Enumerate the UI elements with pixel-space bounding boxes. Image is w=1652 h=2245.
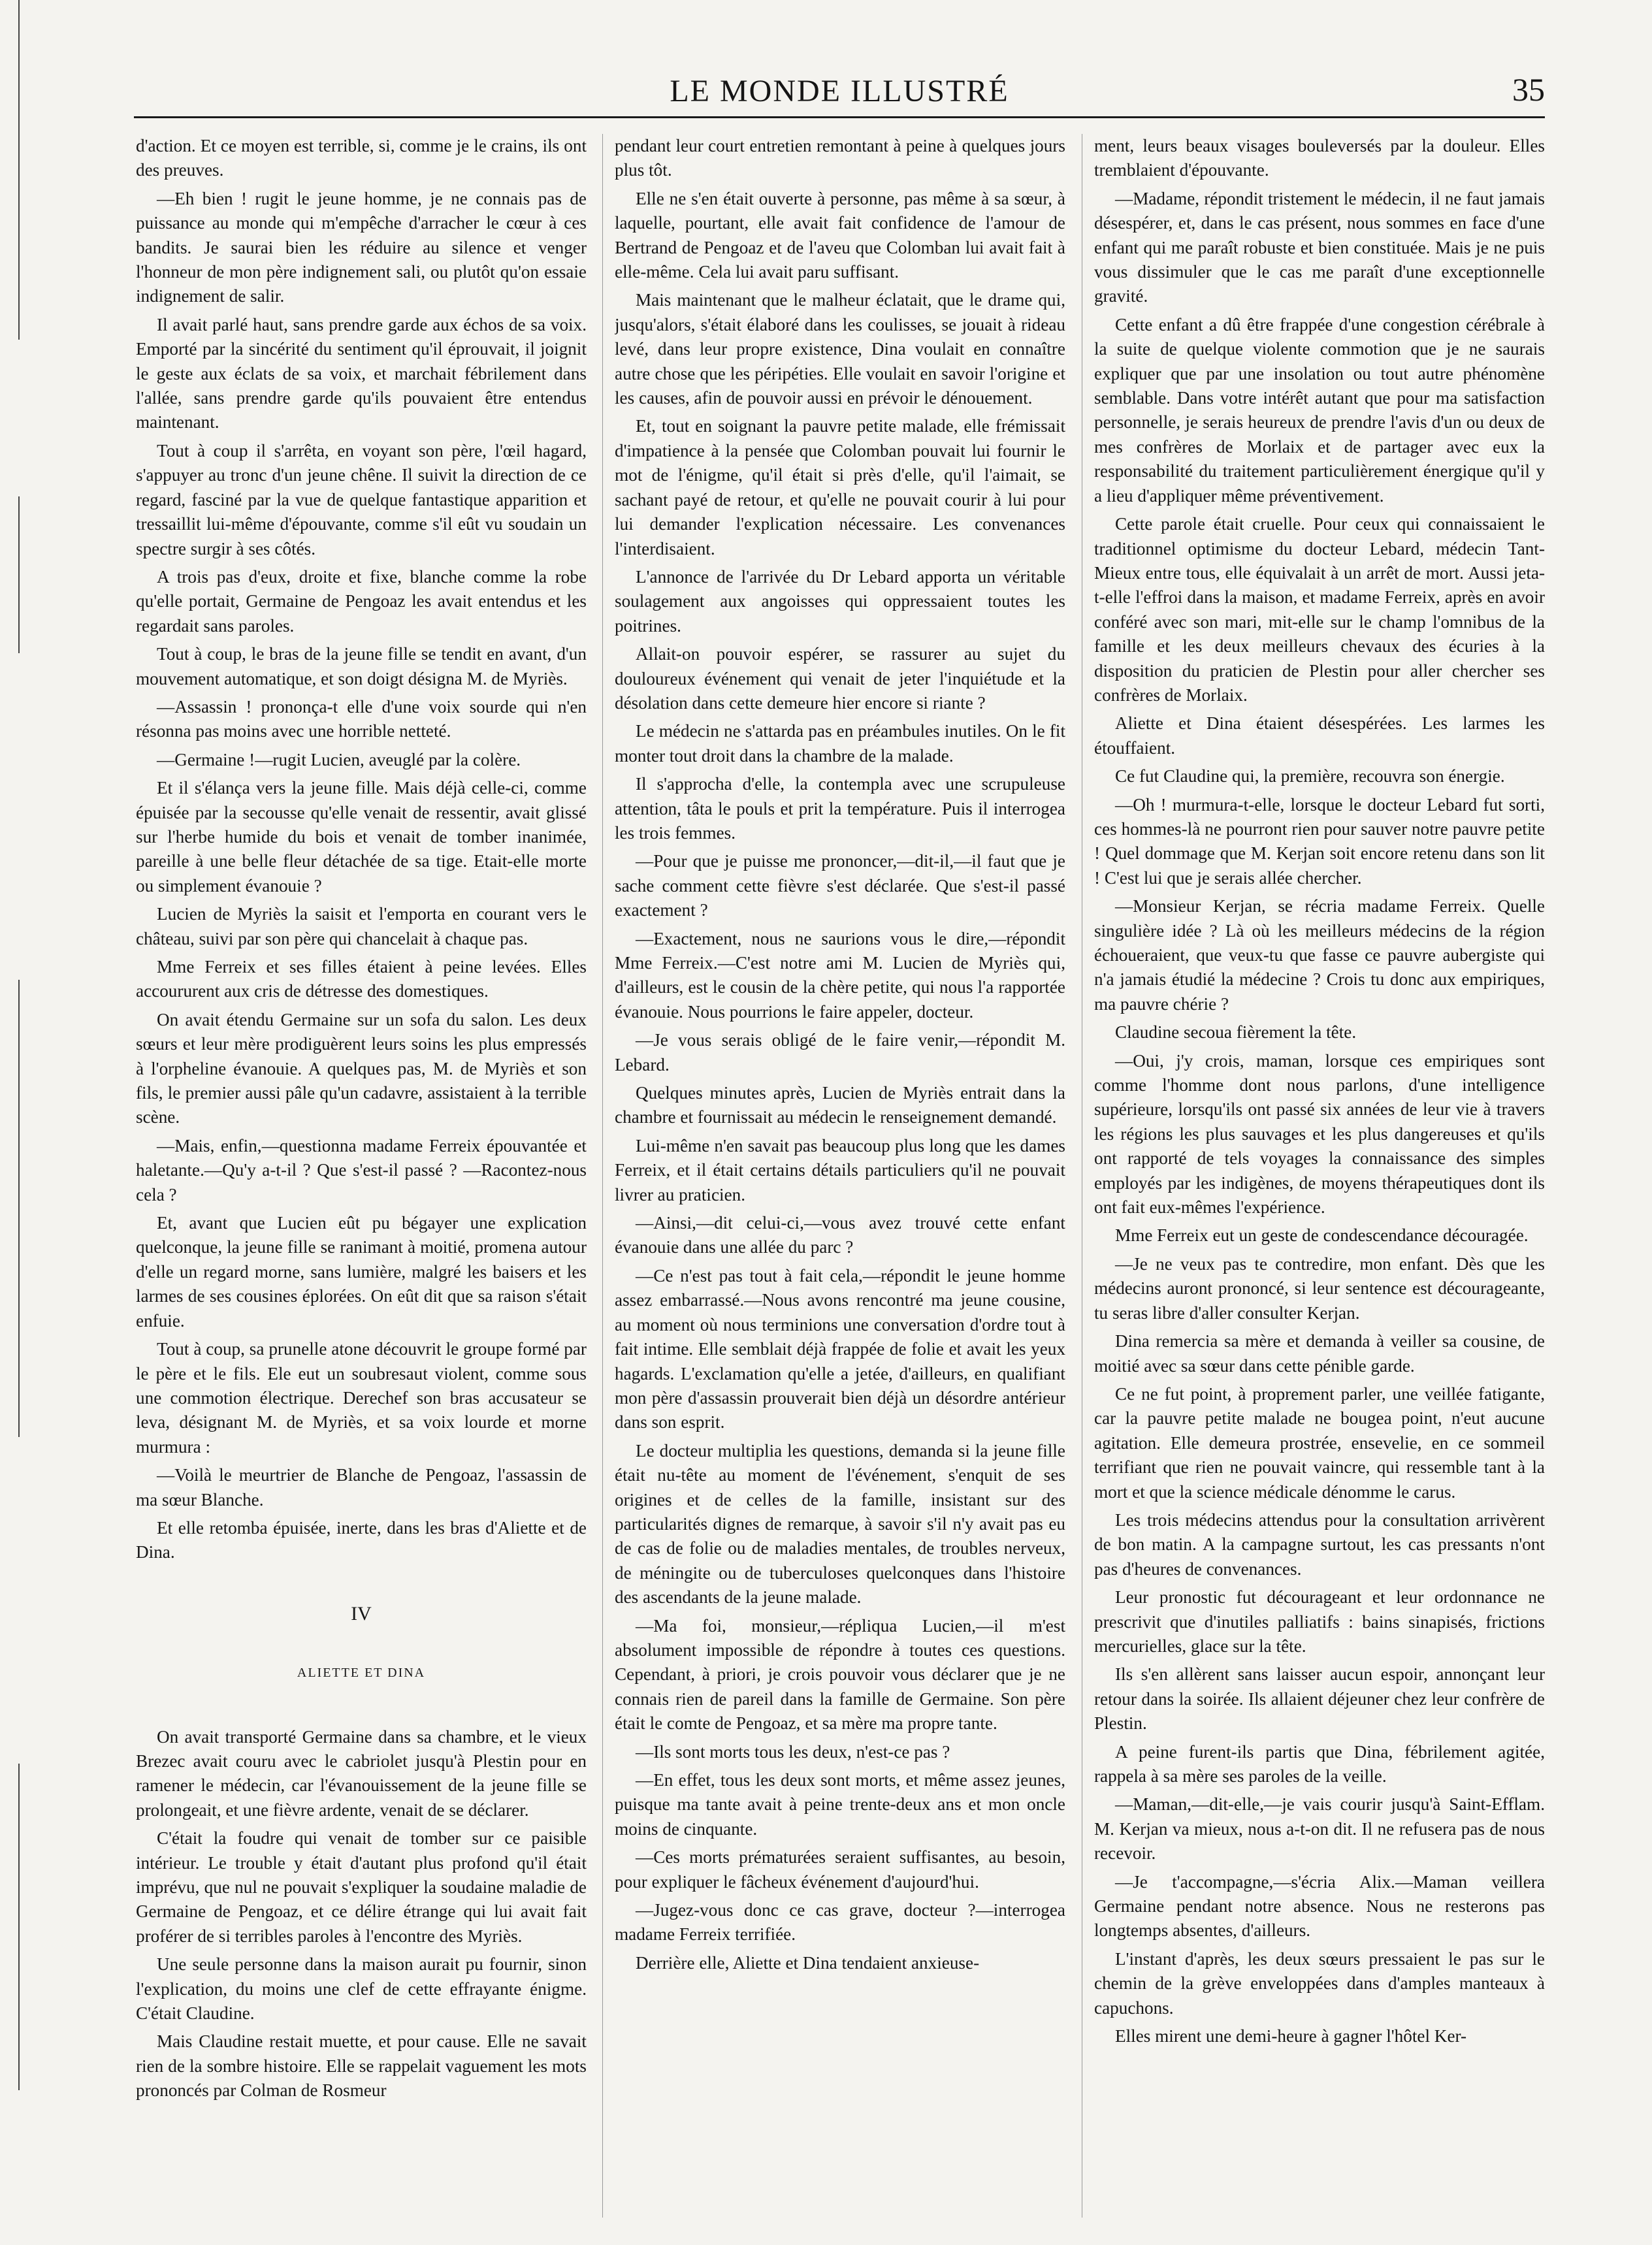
binding-mark [18, 980, 20, 1437]
paragraph: Une seule personne dans la maison aurait pu fournir, sinon l'explication, du moins une clef de cette effrayante énigme. C'était Claudine. [136, 1954, 587, 2024]
paragraph: Ils s'en allèrent sans laisser aucun espoir, annonçant leur retour dans la soirée. Ils allaient déjeuner chez leur confrère de Plestin. [1094, 1664, 1545, 1734]
paragraph: Mais maintenant que le malheur éclatait, que le drame qui, jusqu'alors, s'était élaboré dans les coulisses, se jouait à rideau levé, dans leur propre existence, Dina voulait en connaître autre chose que les péripéties. Elle voulait en savoir l'origine et les causes, afin de pouvoir aussi en prévoir le dénouement. [615, 290, 1065, 408]
paragraph: Derrière elle, Aliette et Dina tendaient anxieuse- [636, 1952, 980, 1973]
paragraph: Dina remercia sa mère et demanda à veiller sa cousine, de moitié avec sa sœur dans cette pénible garde. [1094, 1331, 1545, 1376]
paragraph: —Exactement, nous ne saurions vous le dire,—répondit Mme Ferreix.—C'est notre ami M. Lucien de Myriès qui, d'ailleurs, est le cousin de la chère petite, qui nous l'a rapportée évanouie. Nous pourrions le faire appeler, docteur. [615, 928, 1065, 1022]
paragraph: Quelques minutes après, Lucien de Myriès entrait dans la chambre et fournissait au médecin le renseignement demandé. [615, 1083, 1065, 1127]
paragraph: Elle ne s'en était ouverte à personne, pas même à sa sœur, à laquelle, pourtant, elle avait fait confidence de l'amour de Bertrand de Pengoaz et de l'aveu que Colomban lui avait fait à elle-même. Cela lui avait paru suffisant. [615, 188, 1065, 282]
paragraph: Ce fut Claudine qui, la première, recouvra son énergie. [1115, 766, 1505, 786]
paragraph: C'était la foudre qui venait de tomber sur ce paisible intérieur. Le trouble y était d'autant plus profond qu'il était imprévu, que nul ne pouvait s'expliquer la soudaine maladie de Germaine de Pengoaz, et ce délire étrange qui lui avait fait proférer de si terribles paroles à l'encontre des Myriès. [136, 1828, 587, 1946]
column-divider [602, 134, 603, 2218]
paragraph: pendant leur court entretien remontant à peine à quelques jours plus tôt. [615, 136, 1065, 180]
paragraph: —Oui, j'y crois, maman, lorsque ces empiriques sont comme l'homme dont nous parlons, d'une intelligence supérieure, lorsqu'ils ont passé six années de leur vie à travers les régions les plus sauvages et les plus dangereuses et qu'ils ont rapporté de tels voyages la connaissance des simples employés par les indigènes, de moyens thérapeutiques dont ils ont fait eux-mêmes l'expérience. [1094, 1050, 1545, 1218]
page-header [134, 71, 1545, 118]
paragraph: On avait étendu Germaine sur un sofa du salon. Les deux sœurs et leur mère prodiguèrent leurs soins les plus empressés à l'orpheline évanouie. A quelques pas, M. de Myriès et son fils, le premier aussi pâle qu'un cadavre, assistaient à la terrible scène. [136, 1009, 587, 1127]
paragraph: —Ce n'est pas tout à fait cela,—répondit le jeune homme assez embarrassé.—Nous avons rencontré ma jeune cousine, au moment où nous terminions une conversation d'ordre tout à fait intime. Elle semblait déjà frappée de folie et avait les yeux hagards. L'exclamation qu'elle a jetée, d'ailleurs, en qualifiant mon père d'assassin prouverait bien déjà un désordre antérieur dans son esprit. [615, 1265, 1065, 1432]
paragraph: —Ma foi, monsieur,—répliqua Lucien,—il m'est absolument impossible de répondre à toutes ces questions. Cependant, à priori, je crois pouvoir vous déclarer que je ne connais rien de pareil dans la famille de Germaine. Son père était le comte de Pengoaz, et sa mère ma propre tante. [615, 1615, 1065, 1734]
paragraph: Les trois médecins attendus pour la consultation arrivèrent de bon matin. A la campagne surtout, les cas pressants n'ont pas d'heures de convenances. [1094, 1510, 1545, 1579]
paragraph: —Pour que je puisse me prononcer,—dit-il,—il faut que je sache comment cette fièvre s'est déclarée. Que s'est-il passé exactement ? [615, 851, 1065, 920]
paragraph: Mme Ferreix eut un geste de condescendance découragée. [1115, 1225, 1529, 1246]
paragraph: On avait transporté Germaine dans sa chambre, et le vieux Brezec avait couru avec le cabriolet jusqu'à Plestin pour en ramener le médecin, car l'évanouissement de la jeune fille se prolongeait, et une fièvre ardente, venait de se déclarer. [136, 1726, 587, 1820]
paragraph: —Oh ! murmura-t-elle, lorsque le docteur Lebard fut sorti, ces hommes-là ne pourront rien pour sauver notre pauvre petite ! Quel dommage que M. Kerjan soit encore retenu dans son lit ! C'est lui que je serais allée chercher. [1094, 794, 1545, 888]
paragraph: Cette enfant a dû être frappée d'une congestion cérébrale à la suite de quelque violente commotion que je ne saurais expliquer que par une insolation ou tout autre phénomène semblable. Dans votre intérêt autant que pour ma satisfaction personnelle, je serais heureux de prendre l'avis d'un ou deux de mes confrères de Morlaix et de partager avec eux la responsabilité du traitement particulièrement énergique qu'il y a lieu d'appliquer même préventivement. [1094, 314, 1545, 506]
binding-edge [0, 0, 46, 2245]
paragraph: Mais Claudine restait muette, et pour cause. Elle ne savait rien de la sombre histoire. Elle se rappelait vaguement les mots prononcés par Colman de Rosmeur [136, 2031, 587, 2101]
paragraph: —En effet, tous les deux sont morts, et même assez jeunes, puisque ma tante avait à peine trente-deux ans et mon oncle moins de cinquante. [615, 1770, 1065, 1839]
paragraph: Claudine secoua fièrement la tête. [1115, 1022, 1357, 1042]
paragraph: —Eh bien ! rugit le jeune homme, je ne connais pas de puissance au monde qui m'empêche d'arracher le cœur à ces bandits. Je saurai bien les réduire au silence et venger l'honneur de mon père indignement sali, ou plutôt qu'on essaie indignement de salir. [136, 188, 587, 306]
paragraph: Le médecin ne s'attarda pas en préambules inutiles. On le fit monter tout droit dans la chambre de la malade. [615, 721, 1065, 766]
paragraph: —Monsieur Kerjan, se récria madame Ferreix. Quelle singulière idée ? Là où les meilleurs médecins de la région échoueraient, que veux-tu que fasse ce pauvre aubergiste qui n'a jamais étudié la médecine ? Crois tu donc aux empiriques, ma pauvre chérie ? [1094, 896, 1545, 1014]
paragraph: Et il s'élança vers la jeune fille. Mais déjà celle-ci, comme épuisée par la secousse qu'elle venait de ressentir, avait glissé sur l'herbe humide du bois et venait de tomber inanimée, pareille à une belle fleur détachée de sa tige. Etait-elle morte ou simplement évanouie ? [136, 778, 587, 896]
paragraph: Aliette et Dina étaient désespérées. Les larmes les étouffaient. [1094, 713, 1545, 758]
chapter-number: IV [351, 1602, 372, 1624]
publication-title: LE MONDE ILLUSTRÉ [670, 74, 1009, 108]
paragraph: —Je t'accompagne,—s'écria Alix.—Maman veillera Germaine pendant notre absence. Nous ne resterons pas longtemps absentes, d'ailleurs. [1094, 1871, 1545, 1941]
paragraph: —Jugez-vous donc ce cas grave, docteur ?—interrogea madame Ferreix terrifiée. [615, 1900, 1065, 1945]
text-column-3 [1094, 134, 1545, 2218]
paragraph: Leur pronostic fut décourageant et leur ordonnance ne prescrivit que d'inutiles palliatifs : bains sinapisés, frictions mercurielles, glace sur la tête. [1094, 1587, 1545, 1656]
paragraph: A trois pas d'eux, droite et fixe, blanche comme la robe qu'elle portait, Germaine de Pengoaz les avait entendus et les regardait sans paroles. [136, 566, 587, 636]
paragraph: Lucien de Myriès la saisit et l'emporta en courant vers le château, suivi par son père qui chancelait à chaque pas. [136, 904, 587, 948]
paragraph: d'action. Et ce moyen est terrible, si, comme je le crains, ils ont des preuves. [136, 136, 587, 180]
paragraph: —Je vous serais obligé de le faire venir,—répondit M. Lebard. [615, 1030, 1065, 1074]
paragraph: Lui-même n'en savait pas beaucoup plus long que les dames Ferreix, et il était certains détails particuliers qu'il ne pouvait livrer au praticien. [615, 1135, 1065, 1204]
paragraph: Tout à coup, sa prunelle atone découvrit le groupe formé par le père et le fils. Ele eut un soubresaut violent, comme sous une commotion électrique. Derechef son bras accusateur se leva, désignant M. de Myriès, et sa voix lourde et morne murmura : [136, 1339, 587, 1457]
text-column-2 [615, 134, 1065, 2218]
paragraph: Elles mirent une demi-heure à gagner l'hôtel Ker- [1115, 2026, 1467, 2046]
paragraph: Tout à coup il s'arrêta, en voyant son père, l'œil hagard, s'appuyer au tronc d'un jeune chêne. Il suivit la direction de ce regard, fasciné par la vue de quelque fantastique apparition et tressaillit lui-même d'épouvante, comme s'il eût vu soudain un spectre surgir à ses côtés. [136, 440, 587, 558]
paragraph: —Voilà le meurtrier de Blanche de Pengoaz, l'assassin de ma sœur Blanche. [136, 1465, 587, 1510]
paragraph: Et elle retomba épuisée, inerte, dans les bras d'Aliette et de Dina. [136, 1517, 587, 1562]
chapter-title: ALIETTE ET DINA [297, 1666, 426, 1681]
paragraph: —Ils sont morts tous les deux, n'est-ce pas ? [636, 1741, 950, 1762]
paragraph: —Madame, répondit tristement le médecin, il ne faut jamais désespérer, et, dans le cas présent, nous sommes en face d'une enfant qui me paraît robuste et bien constituée. Mais je ne puis vous dissimuler que le cas me paraît d'une exceptionnelle gravité. [1094, 188, 1545, 306]
binding-mark [18, 1764, 20, 2090]
paragraph: —Assassin ! prononça-t elle d'une voix sourde qui n'en résonna pas moins avec une horrible netteté. [136, 696, 587, 741]
paragraph: Il s'approcha d'elle, la contempla avec une scrupuleuse attention, tâta le pouls et prit la température. Puis il interrogea les trois femmes. [615, 774, 1065, 843]
paragraph: Mme Ferreix et ses filles étaient à peine levées. Elles accoururent aux cris de détresse des domestiques. [136, 957, 587, 1001]
paragraph: —Ainsi,—dit celui-ci,—vous avez trouvé cette enfant évanouie dans une allée du parc ? [615, 1213, 1065, 1257]
paragraph: Cette parole était cruelle. Pour ceux qui connaissaient le traditionnel optimisme du docteur Lebard, médecin Tant-Mieux entre tous, elle équivalait à un arrêt de mort. Aussi jeta-t-elle l'effroi dans la maison, et madame Ferreix, après en avoir conféré avec son mari, mit-elle sur le champ l'omnibus de la famille et les deux meilleurs chevaux des écuries à la disposition du praticien de Plestin pour aller chercher ses confrères de Morlaix. [1094, 514, 1545, 705]
paragraph: Tout à coup, le bras de la jeune fille se tendit en avant, d'un mouvement automatique, et son doigt désigna M. de Myriès. [136, 644, 587, 688]
binding-mark [18, 0, 20, 340]
paragraph: Et, tout en soignant la pauvre petite malade, elle frémissait d'impatience à la pensée que Colomban pouvait lui fournir le mot de l'énigme, qu'il était si près d'elle, qu'il l'aimait, se sachant payé de retour, et qu'elle ne pouvait courir à lui pour lui demander l'explication nécessaire. Les convenances l'interdisaient. [615, 416, 1065, 558]
paragraph: —Maman,—dit-elle,—je vais courir jusqu'à Saint-Efflam. M. Kerjan va mieux, nous a-t-on dit. Il ne refusera pas de nous recevoir. [1094, 1794, 1545, 1864]
paragraph: Il avait parlé haut, sans prendre garde aux échos de sa voix. Emporté par la sincérité du sentiment qu'il éprouvait, il joignit le geste aux éclats de sa voix, et marchait fébrilement dans l'allée, sans prendre garde qu'ils pouvaient être entendus maintenant. [136, 314, 587, 432]
binding-mark [18, 496, 20, 653]
paragraph: —Ces morts prématurées seraient suffisantes, au besoin, pour expliquer le fâcheux événement d'aujourd'hui. [615, 1847, 1065, 1892]
paragraph: —Je ne veux pas te contredire, mon enfant. Dès que les médecins auront prononcé, si leur sentence est décourageante, tu seras libre d'aller consulter Kerjan. [1094, 1253, 1545, 1323]
text-column-1 [136, 134, 587, 2218]
paragraph: ment, leurs beaux visages bouleversés par la douleur. Elles tremblaient d'épouvante. [1094, 136, 1545, 180]
paragraph: Ce ne fut point, à proprement parler, une veillée fatigante, car la pauvre petite malade ne bougea point, n'eut aucune agitation. Elle demeura prostrée, ensevelie, en ce sommeil terrifiant que rien ne pouvait vaincre, qui ressemble tant à la mort et que la science médicale dénomme le carus. [1094, 1383, 1545, 1502]
paragraph: L'annonce de l'arrivée du Dr Lebard apporta un véritable soulagement aux angoisses qui oppressaient toutes les poitrines. [615, 566, 1065, 636]
page-number: 35 [1512, 71, 1545, 108]
paragraph: Et, avant que Lucien eût pu bégayer une explication quelconque, la jeune fille se ranimant à moitié, promena autour d'elle un regard morne, sans lumière, malgré les baisers et les larmes de ses cousines éplorées. On eût dit que sa raison s'était enfuie. [136, 1213, 587, 1331]
paragraph: —Germaine !—rugit Lucien, aveuglé par la colère. [157, 749, 521, 769]
paragraph: —Mais, enfin,—questionna madame Ferreix épouvantée et haletante.—Qu'y a-t-il ? Que s'est-il passé ? —Racontez-nous cela ? [136, 1135, 587, 1204]
paragraph: Le docteur multiplia les questions, demanda si la jeune fille était nu-tête au moment de l'événement, s'enquit de ses origines et de celles de la famille, insistant sur des particularités dignes de remarque, à savoir s'il n'y avait pas eu de cas de folie ou de maladies mentales, de troubles nerveux, de méningite ou de tuberculoses quelconques dans l'histoire des ascendants de la jeune malade. [615, 1440, 1065, 1607]
paragraph: Allait-on pouvoir espérer, se rassurer au sujet du douloureux événement qui venait de jeter l'inquiétude et la désolation dans cette demeure hier encore si riante ? [615, 644, 1065, 713]
paragraph: L'instant d'après, les deux sœurs pressaient le pas sur le chemin de la grève enveloppées dans d'amples manteaux à capuchons. [1094, 1948, 1545, 2018]
paragraph: A peine furent-ils partis que Dina, fébrilement agitée, rappela à sa mère ses paroles de la veille. [1094, 1741, 1545, 1786]
